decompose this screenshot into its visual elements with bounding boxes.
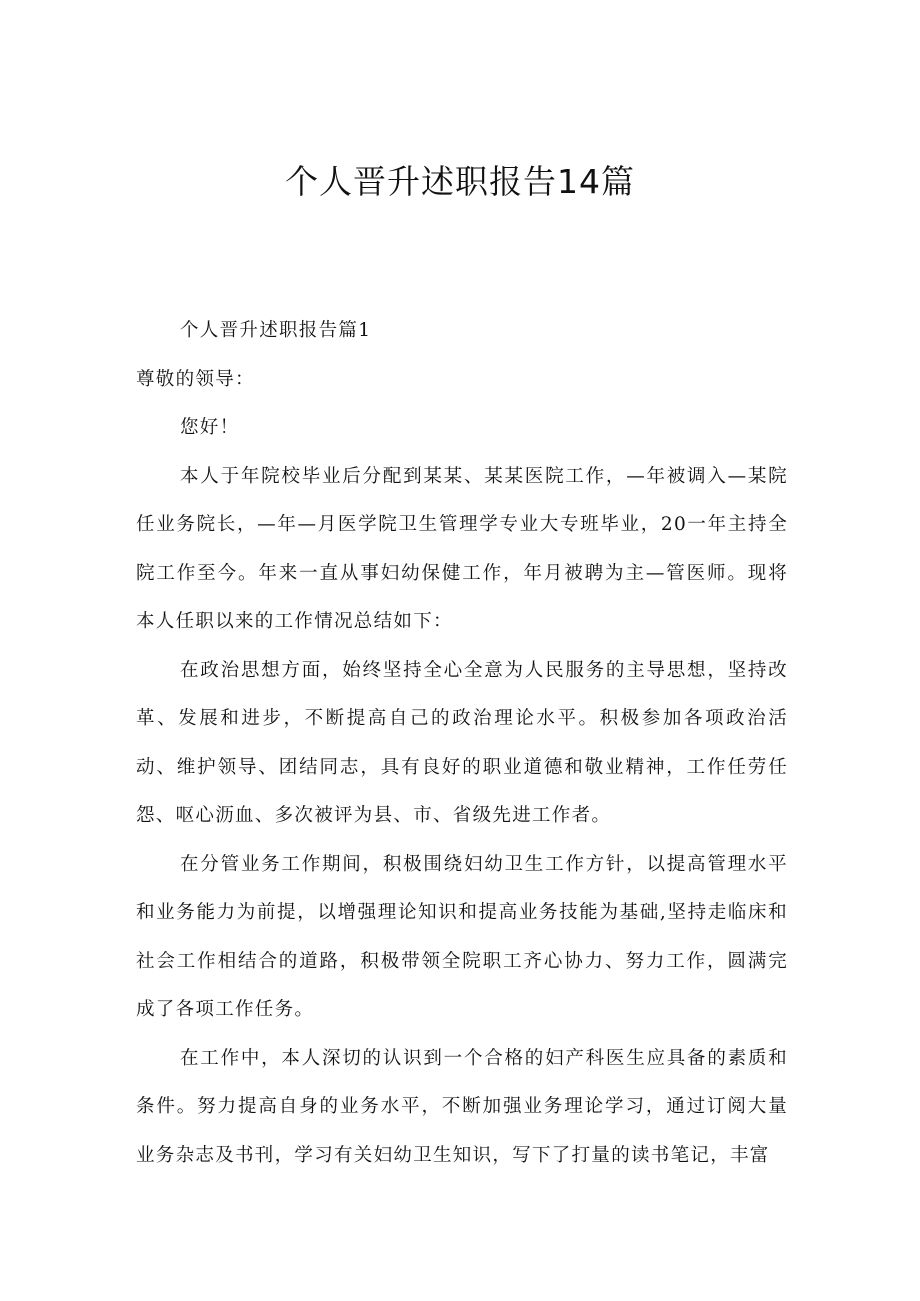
paragraph-business-management: 在分管业务工作期间，积极围绕妇幼卫生工作方针，以提高管理水平和业务能力为前提，以增强理论知识和提高业务技能为基础,坚持走临床和社会工作相结合的道路，积极带领全院职工齐心协力、努力工作，圆满完成了各项工作任务。	[136, 853, 788, 1020]
greeting: 您好！	[180, 417, 240, 438]
document-body	[136, 307, 788, 1180]
document-title: 个人晋升述职报告14篇	[285, 162, 635, 201]
salutation: 尊敬的领导：	[136, 368, 255, 390]
paragraph-professional-study: 在工作中，本人深切的认识到一个合格的妇产科医生应具备的素质和条件。努力提高自身的业务水平，不断加强业务理论学习，通过订阅大量业务杂志及书刊，学习有关妇幼卫生知识，写下了打量的读书笔记，丰富	[136, 1047, 788, 1166]
paragraph-political-thought: 在政治思想方面，始终坚持全心全意为人民服务的主导思想，坚持改革、发展和进步，不断提高自己的政治理论水平。积极参加各项政治活动、维护领导、团结同志，具有良好的职业道德和敬业精神，工作任劳任怨、呕心沥血、多次被评为县、市、省级先进工作者。	[136, 659, 788, 826]
paragraph-introduction: 本人于年院校毕业后分配到某某、某某医院工作，—年被调入—某院任业务院长，—年—月医学院卫生管理学专业大专班毕业，20一年主持全院工作至今。年来一直从事妇幼保健工作，年月被聘为主—管医师。现将本人任职以来的工作情况总结如下：	[136, 465, 788, 632]
section-heading: 个人晋升述职报告篇1	[180, 320, 372, 341]
